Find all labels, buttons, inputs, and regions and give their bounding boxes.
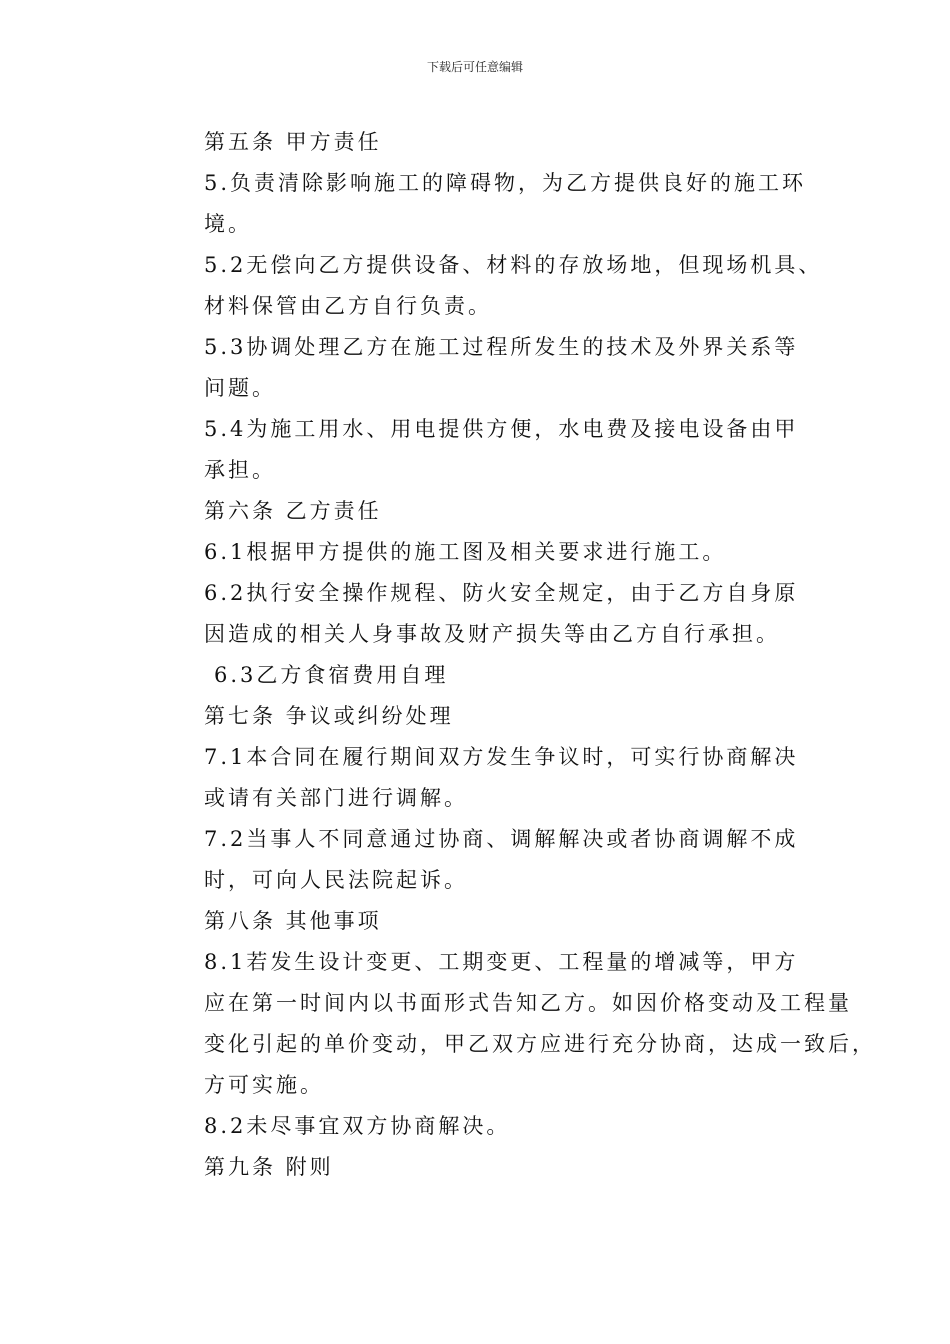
paragraph xyxy=(146,409,806,491)
paragraph-line: 5.负责清除影响施工的障碍物，为乙方提供良好的施工环 xyxy=(204,171,807,195)
paragraph-line: 5.4为施工用水、用电提供方便，水电费及接电设备由甲 xyxy=(204,417,799,441)
paragraph-line: 7.2当事人不同意通过协商、调解解决或者协商调解不成 xyxy=(204,827,799,851)
paragraph-line: 6.3乙方食宿费用自理 xyxy=(214,663,449,687)
paragraph xyxy=(146,942,876,1106)
paragraph xyxy=(146,1147,806,1188)
paragraph-line: 第五条 甲方责任 xyxy=(204,130,382,154)
paragraph-line: 承担。 xyxy=(204,458,276,482)
paragraph-line: 材料保管由乙方自行负责。 xyxy=(204,294,492,318)
paragraph xyxy=(146,532,806,573)
paragraph-line: 8.2未尽事宜双方协商解决。 xyxy=(204,1114,511,1138)
paragraph xyxy=(146,1106,806,1147)
paragraph-line: 6.2执行安全操作规程、防火安全规定，由于乙方自身原 xyxy=(204,581,799,605)
paragraph-line: 第六条 乙方责任 xyxy=(204,499,382,523)
paragraph-line: 5.3协调处理乙方在施工过程所发生的技术及外界关系等 xyxy=(204,335,799,359)
paragraph xyxy=(146,327,806,409)
paragraph-line: 因造成的相关人身事故及财产损失等由乙方自行承担。 xyxy=(204,622,780,646)
paragraph xyxy=(146,737,806,819)
paragraph-line: 问题。 xyxy=(204,376,276,400)
paragraph xyxy=(146,245,823,327)
paragraph-line: 时，可向人民法院起诉。 xyxy=(204,868,468,892)
paragraph xyxy=(146,696,806,737)
paragraph-line: 第七条 争议或纠纷处理 xyxy=(204,704,454,728)
paragraph-line: 5.2无偿向乙方提供设备、材料的存放场地，但现场机具、 xyxy=(204,253,823,277)
document-body xyxy=(146,122,876,1188)
paragraph xyxy=(146,901,806,942)
paragraph-line: 境。 xyxy=(204,212,252,236)
paragraph xyxy=(146,819,806,901)
paragraph xyxy=(146,573,806,655)
paragraph-line: 第八条 其他事项 xyxy=(204,909,382,933)
paragraph xyxy=(146,491,806,532)
paragraph-line: 6.1根据甲方提供的施工图及相关要求进行施工。 xyxy=(204,540,727,564)
page-header: 下载后可任意编辑 xyxy=(426,60,523,74)
paragraph-line: 方可实施。 xyxy=(204,1073,324,1097)
paragraph-line: 变化引起的单价变动，甲乙双方应进行充分协商，达成一致后， xyxy=(204,1032,876,1056)
paragraph-line: 8.1若发生设计变更、工期变更、工程量的增减等，甲方 xyxy=(204,950,799,974)
paragraph xyxy=(146,163,806,245)
paragraph xyxy=(146,655,806,696)
paragraph-line: 或请有关部门进行调解。 xyxy=(204,786,468,810)
paragraph-line: 第九条 附则 xyxy=(204,1155,334,1179)
paragraph xyxy=(146,122,806,163)
paragraph-line: 7.1本合同在履行期间双方发生争议时，可实行协商解决 xyxy=(204,745,799,769)
paragraph-line: 应在第一时间内以书面形式告知乙方。如因价格变动及工程量 xyxy=(204,991,852,1015)
